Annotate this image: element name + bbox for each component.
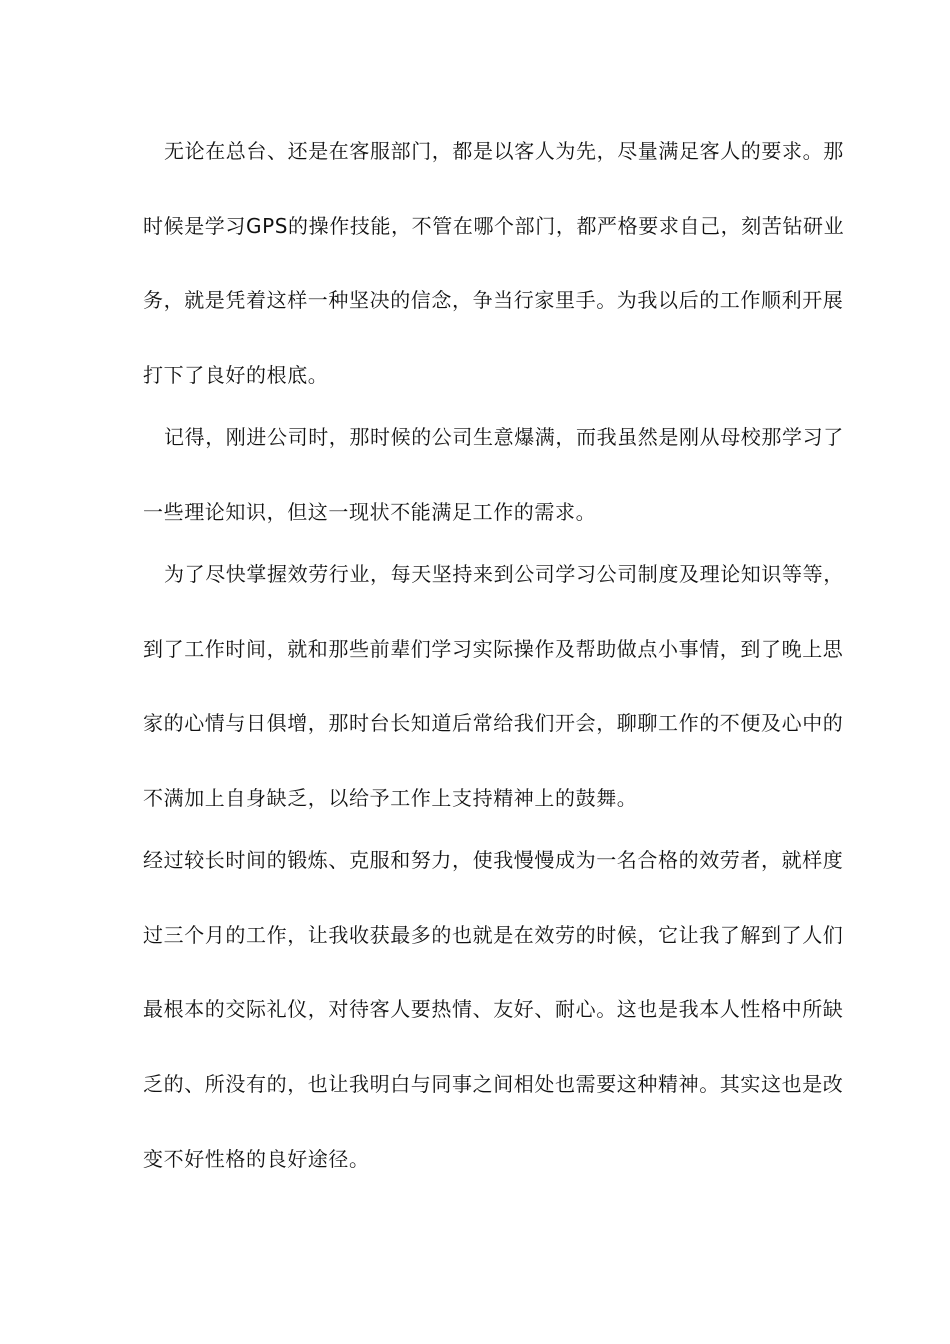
paragraph-1-line-3: 务，就是凭着这样一种坚决的信念，争当行家里手。为我以后的工作顺利开展 xyxy=(143,288,844,312)
paragraph-2-line-1: 记得，刚进公司时，那时候的公司生意爆满，而我虽然是刚从母校那学习了 xyxy=(164,425,844,449)
paragraph-2-line-2: 一些理论知识，但这一现状不能满足工作的需求。 xyxy=(143,500,597,524)
paragraph-4-line-3: 最根本的交际礼仪，对待客人要热情、友好、耐心。这也是我本人性格中所缺 xyxy=(143,997,844,1021)
paragraph-3-line-4: 不满加上自身缺乏，以给予工作上支持精神上的鼓舞。 xyxy=(143,786,638,810)
paragraph-3-line-2: 到了工作时间，就和那些前辈们学习实际操作及帮助做点小事情，到了晚上思 xyxy=(143,637,844,661)
paragraph-4-line-5: 变不好性格的良好途径。 xyxy=(143,1147,370,1171)
paragraph-1-line-4: 打下了良好的根底。 xyxy=(143,363,329,387)
paragraph-4-line-1: 经过较长时间的锻炼、克服和努力，使我慢慢成为一名合格的效劳者，就样度 xyxy=(143,848,844,872)
paragraph-3-line-1: 为了尽快掌握效劳行业，每天坚持来到公司学习公司制度及理论知识等等， xyxy=(164,562,844,586)
paragraph-4-line-4: 乏的、所没有的，也让我明白与同事之间相处也需要这种精神。其实这也是改 xyxy=(143,1072,844,1096)
paragraph-1-line-2: 时候是学习GPS的操作技能，不管在哪个部门，都严格要求自己，刻苦钻研业 xyxy=(143,214,845,238)
paragraph-1-line-1: 无论在总台、还是在客服部门，都是以客人为先，尽量满足客人的要求。那 xyxy=(164,139,844,163)
paragraph-3-line-3: 家的心情与日俱增，那时台长知道后常给我们开会，聊聊工作的不便及心中的 xyxy=(143,711,844,735)
paragraph-4-line-2: 过三个月的工作，让我收获最多的也就是在效劳的时候，它让我了解到了人们 xyxy=(143,923,844,947)
